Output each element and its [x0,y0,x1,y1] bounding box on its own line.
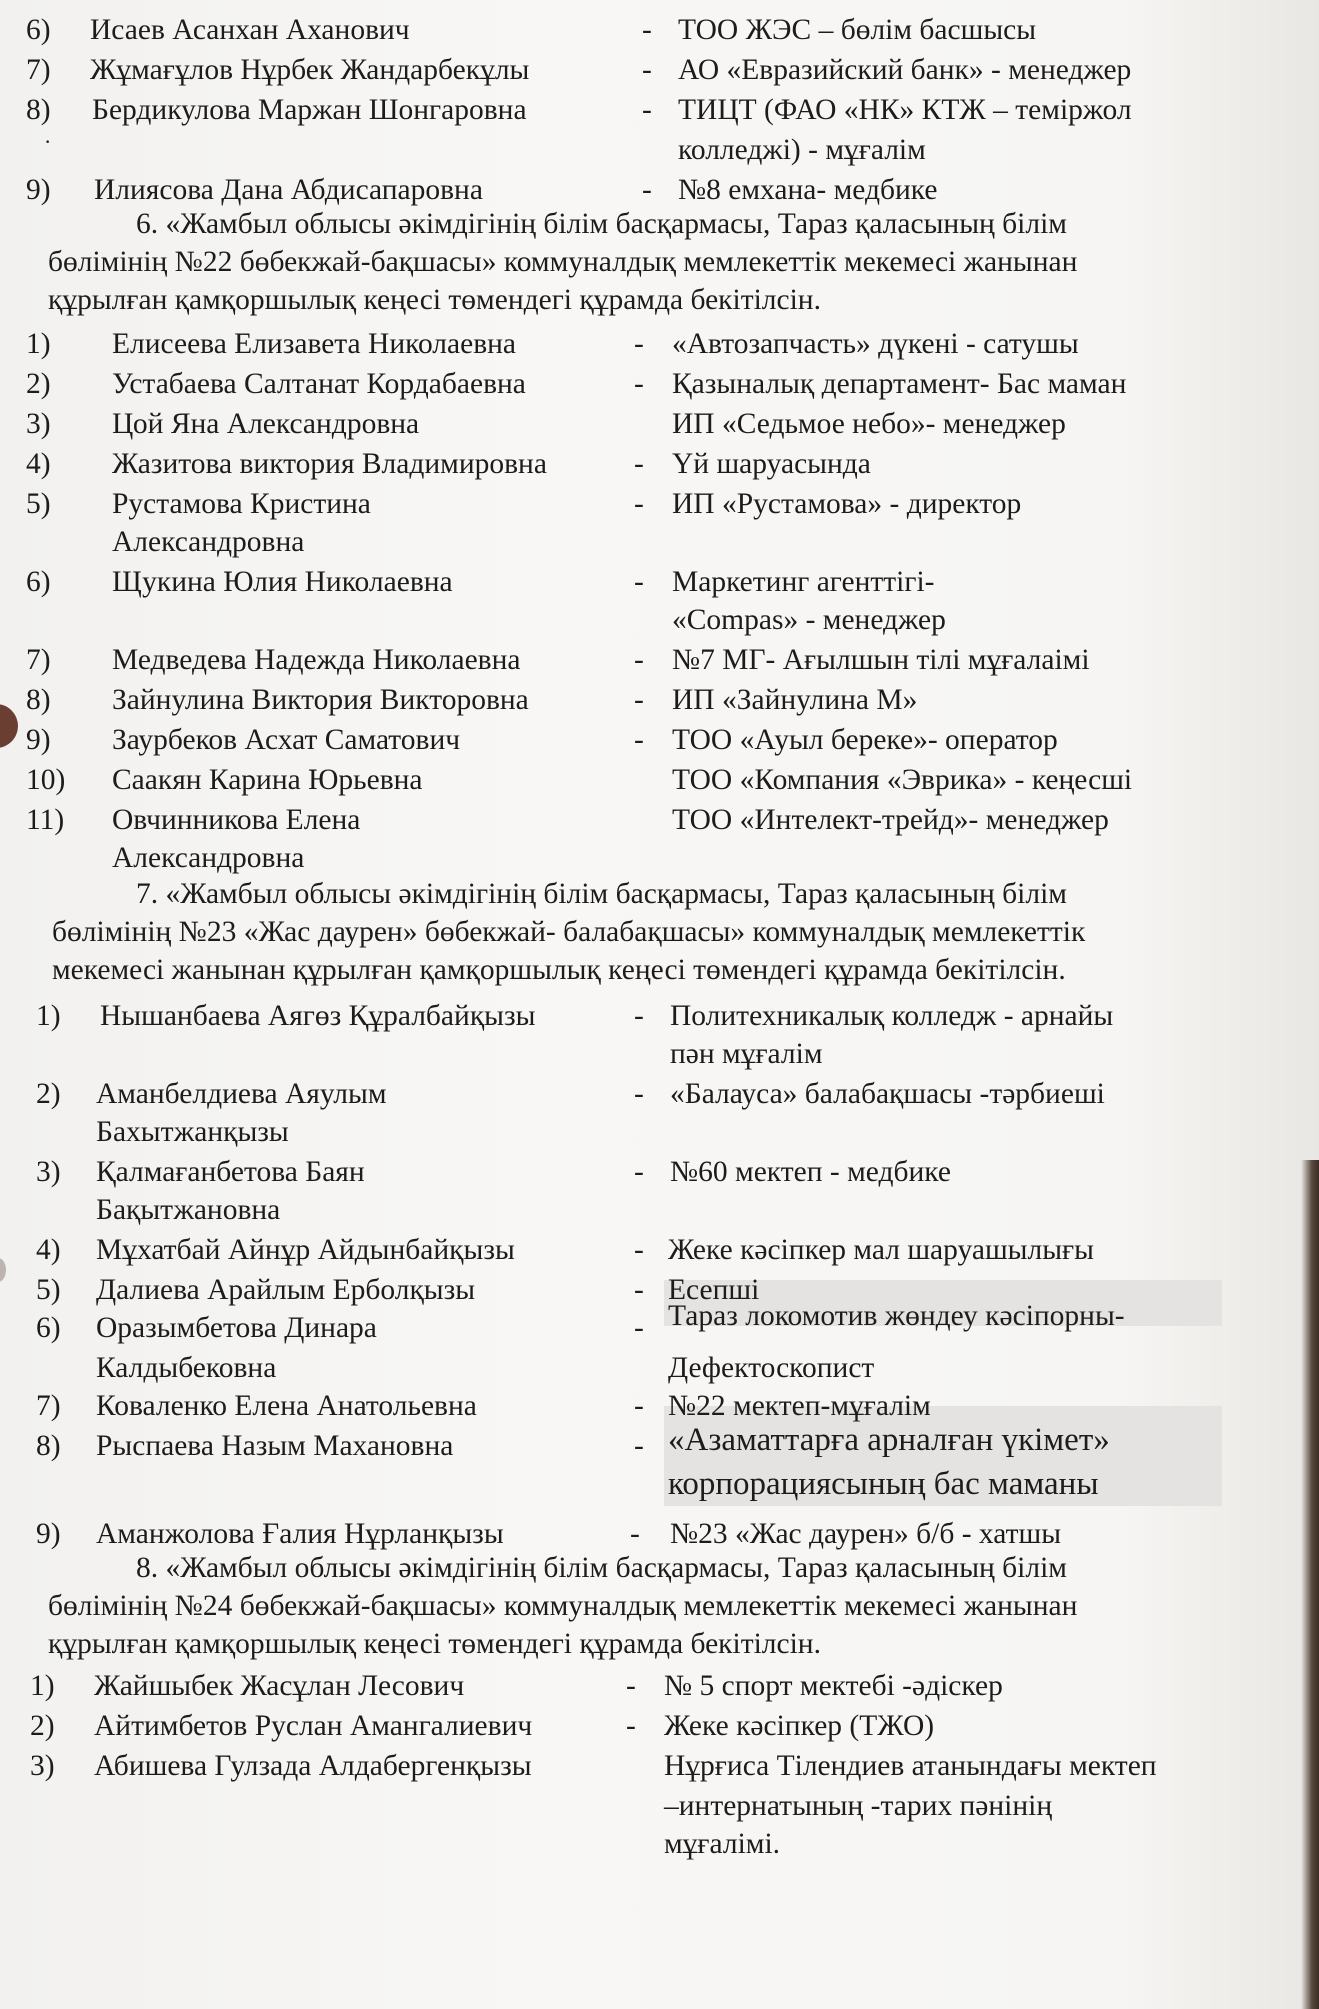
member-workplace: ТОО ЖЭС – бөлім басшысы [678,14,1037,46]
list-item-number: 10) [26,764,66,796]
member-workplace: Жеке кәсіпкер мал шаруашылығы [668,1234,1094,1266]
member-name: Айтимбетов Руслан Амангалиевич [94,1710,533,1742]
list-item-number: 7) [36,1390,61,1422]
separator-dash: - [642,94,652,126]
separator-dash: - [630,1518,640,1550]
member-workplace: ТИЦТ (ФАО «НК» КТЖ – теміржол [678,94,1132,126]
page-edge-shadow [1301,1160,1319,2009]
member-name: Заурбеков Асхат Саматович [112,724,461,756]
member-workplace: Дефектоскопист [668,1352,875,1384]
member-name: Коваленко Елена Анатольевна [96,1390,477,1422]
section-paragraph-line: мекемесі жанынан құрылған қамқоршылық кеңесі төмендегі құрамда бекітілсін. [52,954,1066,986]
list-item-number: 7) [26,54,51,86]
member-workplace: №60 мектеп - медбике [670,1156,951,1188]
member-name: Нышанбаева Аягөз Құралбайқызы [100,1000,536,1032]
member-workplace: АО «Евразийский банк» - менеджер [678,54,1132,86]
member-name: Жазитова виктория Владимировна [112,448,547,480]
member-name: Бақытжановна [96,1194,281,1226]
list-item-number: 8) [26,94,51,126]
list-item-number: 6) [26,566,51,598]
member-workplace: Нұрғиса Тілендиев атанындағы мектеп [664,1750,1157,1782]
section-paragraph-line: бөлімінің №24 бөбекжай-бақшасы» коммуналдық мемлекеттік мекемесі жанынан [48,1590,1078,1622]
section-paragraph-line: 6. «Жамбыл облысы әкімдігінің білім басқармасы, Тараз қаласының білім [136,208,1067,240]
member-name: Щукина Юлия Николаевна [112,566,453,598]
separator-dash: - [634,1390,644,1422]
separator-dash: - [626,1670,636,1702]
separator-dash: - [634,1430,644,1462]
member-workplace: № 5 спорт мектебі -әдіскер [664,1670,1003,1702]
member-name: Қалмағанбетова Баян [96,1156,365,1188]
stray-dot-mark: · [44,129,52,154]
member-name: Мұхатбай Айнұр Айдынбайқызы [96,1234,515,1266]
separator-dash: - [634,1234,644,1266]
member-name: Александровна [112,526,305,558]
member-workplace: ТОО «Ауыл береке»- оператор [672,724,1058,756]
separator-dash: - [634,684,644,716]
member-workplace: корпорациясының бас маманы [668,1466,1099,1502]
member-workplace: №7 МГ- Ағылшын тілі мұғалаімі [672,644,1090,676]
list-item-number: 5) [26,488,51,520]
separator-dash: - [626,1710,636,1742]
member-name: Медведева Надежда Николаевна [112,644,521,676]
separator-dash: - [634,1078,644,1110]
member-workplace: «Азаматтарға арналған үкімет» [668,1422,1110,1458]
member-name: Калдыбековна [96,1352,277,1384]
list-item-number: 3) [36,1156,61,1188]
list-item-number: 8) [36,1430,61,1462]
member-workplace: Тараз локомотив жөндеу кәсіпорны- [668,1300,1125,1332]
list-item-number: 9) [26,724,51,756]
member-name: Овчинникова Елена [112,804,361,836]
separator-dash: - [634,566,644,598]
member-workplace: №22 мектеп-мұғалім [668,1390,931,1422]
separator-dash: - [634,448,644,480]
separator-dash: - [634,1000,644,1032]
section-paragraph-line: 8. «Жамбыл облысы әкімдігінің білім басқармасы, Тараз қаласының білім [136,1552,1067,1584]
section-paragraph-line: құрылған қамқоршылық кеңесі төмендегі құрамда бекітілсін. [48,1628,821,1660]
member-workplace: Маркетинг агенттігі- [672,566,935,598]
list-item-number: 1) [26,328,51,360]
member-name: Зайнулина Виктория Викторовна [112,684,529,716]
member-workplace: ИП «Зайнулина М» [672,684,918,716]
list-item-number: 4) [26,448,51,480]
separator-dash: - [634,1312,644,1344]
member-workplace: ТОО «Интелект-трейд»- менеджер [672,804,1109,836]
list-item-number: 2) [36,1078,61,1110]
member-name: Илиясова Дана Абдисапаровна [94,174,483,206]
separator-dash: - [642,54,652,86]
list-item-number: 3) [30,1750,55,1782]
member-workplace: ТОО «Компания «Эврика» - кеңесші [672,764,1133,796]
list-item-number: 9) [26,174,51,206]
member-name: Бердикулова Маржан Шонгаровна [92,94,527,126]
member-workplace: ИП «Седьмое небо»- менеджер [672,408,1066,440]
member-name: Жұмағұлов Нұрбек Жандарбекұлы [90,54,530,86]
member-workplace: Үй шаруасында [672,448,871,480]
punch-hole-mark-small [0,1258,6,1282]
separator-dash: - [634,644,644,676]
member-workplace: мұғалімі. [664,1828,781,1860]
separator-dash: - [642,174,652,206]
member-workplace: №8 емхана- медбике [678,174,938,206]
punch-hole-mark [0,704,18,748]
section-paragraph-line: 7. «Жамбыл облысы әкімдігінің білім басқармасы, Тараз қаласының білім [136,878,1067,910]
member-name: Устабаева Салтанат Кордабаевна [112,368,526,400]
section-paragraph-line: бөлімінің №23 «Жас даурен» бөбекжай- балабақшасы» коммуналдық мемлекеттік [52,916,1086,948]
member-workplace: пән мұғалім [670,1038,823,1070]
member-workplace: «Балауса» балабақшасы -тәрбиеші [670,1078,1105,1110]
member-workplace: –интернатының -тарих пәнінің [664,1790,1053,1822]
member-name: Абишева Гулзада Алдабергенқызы [94,1750,532,1782]
list-item-number: 2) [26,368,51,400]
member-name: Бахытжанқызы [96,1116,289,1148]
member-name: Цой Яна Александровна [112,408,420,440]
list-item-number: 9) [36,1518,61,1550]
member-workplace: Жеке кәсіпкер (ТЖО) [664,1710,935,1742]
member-name: Рыспаева Назым Махановна [96,1430,454,1462]
list-item-number: 6) [36,1312,61,1344]
member-name: Елисеева Елизавета Николаевна [112,328,517,360]
list-item-number: 4) [36,1234,61,1266]
member-name: Далиева Арайлым Ерболқызы [96,1274,476,1306]
member-workplace: колледжі) - мұғалім [678,134,926,166]
section-paragraph-line: бөлімінің №22 бөбекжай-бақшасы» коммуналдық мемлекеттік мекемесі жанынан [48,246,1078,278]
list-item-number: 5) [36,1274,61,1306]
member-workplace: №23 «Жас даурен» б/б - хатшы [670,1518,1062,1550]
member-name: Жайшыбек Жасұлан Лесович [94,1670,465,1702]
list-item-number: 1) [30,1670,55,1702]
list-item-number: 7) [26,644,51,676]
list-item-number: 8) [26,684,51,716]
member-name: Аманжолова Ғалия Нұрланқызы [96,1518,504,1550]
member-name: Александровна [112,842,305,874]
separator-dash: - [634,368,644,400]
member-name: Оразымбетова Динара [96,1312,377,1344]
list-item-number: 3) [26,408,51,440]
member-workplace: Политехникалық колледж - арнайы [670,1000,1114,1032]
separator-dash: - [634,1156,644,1188]
separator-dash: - [634,488,644,520]
list-item-number: 6) [26,14,51,46]
separator-dash: - [634,724,644,756]
member-name: Аманбелдиева Аяулым [96,1078,387,1110]
list-item-number: 11) [26,804,65,836]
member-workplace: «Автозапчасть» дүкені - сатушы [672,328,1079,360]
member-workplace: ИП «Рустамова» - директор [672,488,1022,520]
separator-dash: - [634,328,644,360]
list-item-number: 1) [36,1000,61,1032]
member-workplace: Есепші [668,1274,760,1306]
separator-dash: - [634,1274,644,1306]
member-workplace: «Compas» - менеджер [672,604,946,636]
member-name: Исаев Асанхан Аханович [90,14,410,46]
list-item-number: 2) [30,1710,55,1742]
member-name: Рустамова Кристина [112,488,371,520]
section-paragraph-line: құрылған қамқоршылық кеңесі төмендегі құрамда бекітілсін. [48,284,821,316]
member-workplace: Қазыналық департамент- Бас маман [672,368,1127,400]
separator-dash: - [642,14,652,46]
member-name: Саакян Карина Юрьевна [112,764,423,796]
